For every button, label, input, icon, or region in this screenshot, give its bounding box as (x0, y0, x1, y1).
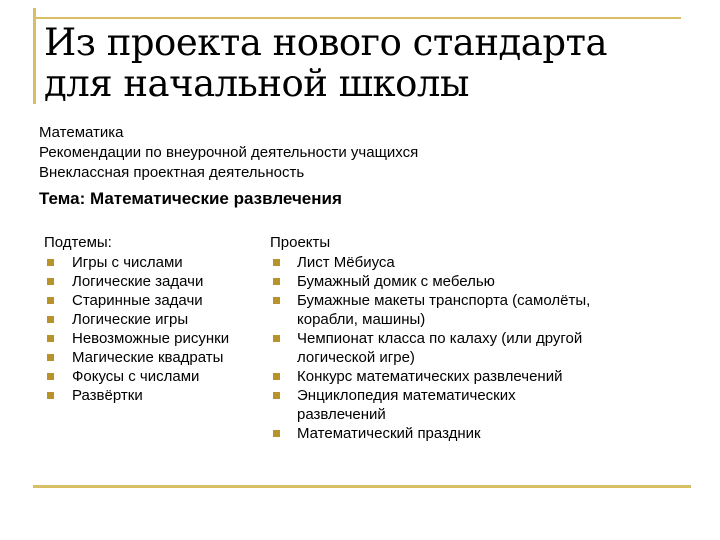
list-item: Старинные задачи (44, 291, 264, 310)
square-bullet-icon (47, 297, 54, 304)
theme-heading: Тема: Математические развлечения (39, 189, 342, 208)
list-item: Логические задачи (44, 272, 264, 291)
list-item: Бумажные макеты транспорта (самолёты, корабли, машины) (270, 291, 637, 329)
list-item: Бумажный домик с мебелью (270, 272, 650, 291)
square-bullet-icon (47, 392, 54, 399)
square-bullet-icon (273, 297, 280, 304)
square-bullet-icon (47, 335, 54, 342)
intro-line-recommendations: Рекомендации по внеурочной деятельности учащихся (39, 144, 419, 161)
list-item: Энциклопедия математических развлечений (270, 386, 567, 424)
intro-line-subject: Математика (39, 124, 124, 141)
square-bullet-icon (273, 259, 280, 266)
list-item: Математический праздник (270, 424, 650, 443)
projects-heading: Проекты (270, 234, 331, 251)
slide-title: Из проекта нового стандарта для начальной школы (44, 21, 608, 105)
square-bullet-icon (273, 335, 280, 342)
square-bullet-icon (273, 373, 280, 380)
list-item: Магические квадраты (44, 348, 264, 367)
list-item: Фокусы с числами (44, 367, 264, 386)
top-accent-line (33, 17, 681, 19)
projects-list (270, 253, 650, 443)
square-bullet-icon (273, 392, 280, 399)
list-item: Конкурс математических развлечений (270, 367, 650, 386)
square-bullet-icon (273, 278, 280, 285)
list-item: Игры с числами (44, 253, 264, 272)
bottom-accent-line (33, 485, 691, 488)
projects-column (270, 233, 650, 443)
square-bullet-icon (273, 430, 280, 437)
square-bullet-icon (47, 354, 54, 361)
intro-block (39, 123, 418, 183)
square-bullet-icon (47, 316, 54, 323)
intro-line-activity: Внеклассная проектная деятельность (39, 164, 305, 181)
list-item: Чемпионат класса по калаху (или другой логической игре) (270, 329, 637, 367)
list-item: Развёртки (44, 386, 264, 405)
square-bullet-icon (47, 259, 54, 266)
subtopics-column (44, 233, 264, 405)
list-item: Логические игры (44, 310, 264, 329)
square-bullet-icon (47, 373, 54, 380)
subtopics-list (44, 253, 264, 405)
list-item: Невозможные рисунки (44, 329, 264, 348)
list-item: Лист Мёбиуса (270, 253, 650, 272)
left-accent-line (33, 8, 36, 104)
subtopics-heading: Подтемы: (44, 234, 112, 251)
square-bullet-icon (47, 278, 54, 285)
